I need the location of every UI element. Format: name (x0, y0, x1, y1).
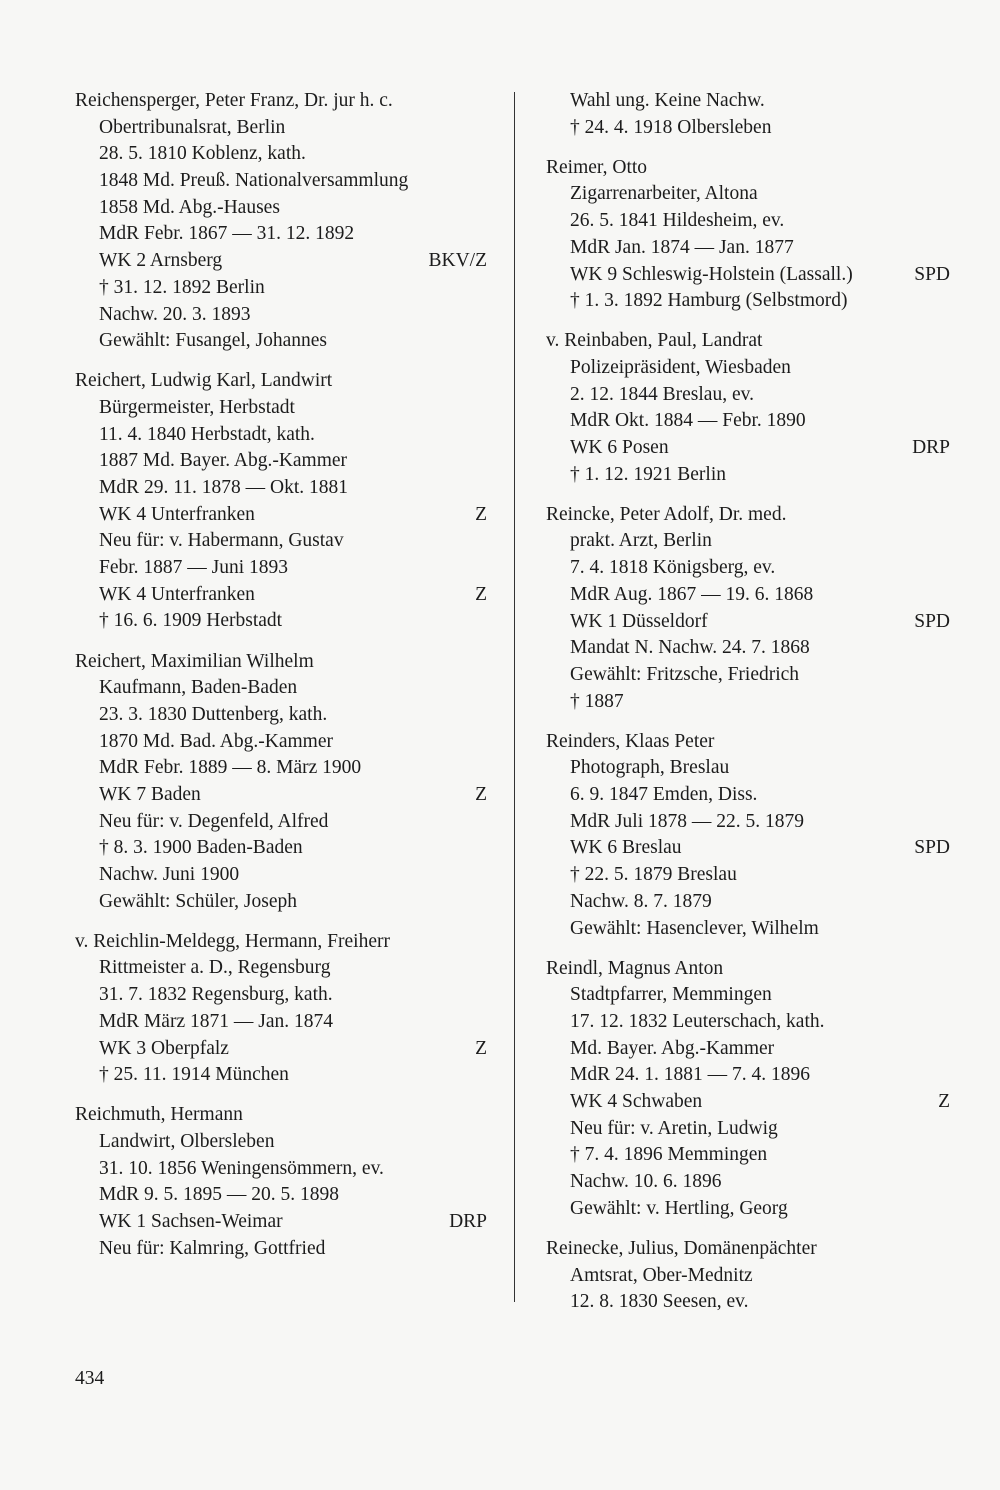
entry-line (546, 755, 950, 782)
entry-line (546, 88, 950, 115)
biography-entry (75, 368, 487, 635)
entry-text: Reindl, Magnus Anton (546, 957, 724, 979)
entry-line (546, 555, 950, 582)
entry-line (75, 168, 487, 195)
entry-text: † 7. 4. 1896 Memmingen (570, 1144, 768, 1166)
right-column (546, 88, 950, 1329)
entry-heading (546, 328, 950, 355)
entry-line (75, 782, 487, 809)
entry-text: 1858 Md. Abg.-Hauses (99, 196, 280, 218)
entry-line (546, 1062, 950, 1089)
entry-text: MdR Febr. 1889 — 8. März 1900 (99, 757, 362, 779)
entry-text: Zigarrenarbeiter, Altona (570, 183, 758, 205)
entry-line (546, 889, 950, 916)
entry-line (75, 702, 487, 729)
entry-line (75, 1182, 487, 1209)
party-label: Z (475, 783, 487, 805)
entry-line (75, 809, 487, 836)
party-label: SPD (914, 263, 950, 285)
left-column (75, 88, 487, 1276)
entry-line (75, 862, 487, 889)
entry-text: Wahl ung. Keine Nachw. (570, 90, 765, 111)
biography-entry (546, 502, 950, 716)
entry-line (546, 262, 950, 289)
entry-line (546, 408, 950, 435)
entry-text: Nachw. Juni 1900 (99, 864, 240, 886)
entry-text: Stadtpfarrer, Memmingen (570, 984, 772, 1006)
entry-line (75, 275, 487, 302)
entry-line (546, 1196, 950, 1223)
entry-text: 31. 10. 1856 Weningensömmern, ev. (99, 1157, 384, 1179)
entry-line (75, 395, 487, 422)
entry-line (75, 982, 487, 1009)
entry-line (75, 1156, 487, 1183)
biography-entry (546, 155, 950, 315)
entry-line (546, 1263, 950, 1290)
entry-line (75, 1009, 487, 1036)
entry-text: 7. 4. 1818 Königsberg, ev. (570, 557, 776, 579)
entry-line (546, 1169, 950, 1196)
entry-line (75, 422, 487, 449)
entry-line (546, 689, 950, 716)
party-label: DRP (449, 1211, 487, 1233)
entry-text: MdR Febr. 1867 — 31. 12. 1892 (99, 223, 355, 245)
entry-heading (546, 502, 950, 529)
entry-heading (75, 368, 487, 395)
entry-text: WK 3 Oberpfalz (99, 1037, 229, 1059)
entry-text: Bürgermeister, Herbstadt (99, 396, 295, 418)
entry-heading (546, 1236, 950, 1263)
entry-text: WK 4 Unterfranken (99, 583, 255, 605)
page-number: 434 (75, 1368, 105, 1389)
entry-text: MdR 24. 1. 1881 — 7. 4. 1896 (570, 1064, 810, 1086)
entry-text: Reinders, Klaas Peter (546, 730, 715, 752)
party-label: Z (475, 1037, 487, 1059)
biography-entry (75, 649, 487, 916)
entry-text: Neu für: v. Degenfeld, Alfred (99, 810, 329, 832)
party-label: DRP (912, 437, 950, 459)
entry-line (75, 729, 487, 756)
entry-line (75, 141, 487, 168)
entry-text: † 22. 5. 1879 Breslau (570, 864, 737, 886)
entry-line (75, 835, 487, 862)
entry-line (75, 755, 487, 782)
entry-text: † 1. 3. 1892 Hamburg (Selbstmord) (570, 290, 848, 312)
entry-text: Reimer, Otto (546, 156, 648, 178)
entry-heading (75, 649, 487, 676)
entry-text: 12. 8. 1830 Seesen, ev. (570, 1291, 749, 1313)
biography-entry (546, 956, 950, 1223)
entry-text: 6. 9. 1847 Emden, Diss. (570, 784, 758, 806)
entry-text: Gewählt: Fusangel, Johannes (99, 330, 328, 352)
entry-text: Neu für: v. Aretin, Ludwig (570, 1117, 778, 1139)
biography-entry (75, 929, 487, 1089)
entry-line (546, 181, 950, 208)
entry-text: WK 7 Baden (99, 783, 201, 805)
entry-text: † 31. 12. 1892 Berlin (99, 276, 265, 298)
entry-line (75, 1129, 487, 1156)
entry-line (75, 1036, 487, 1063)
party-label: Z (475, 503, 487, 525)
entry-text: 1887 Md. Bayer. Abg.-Kammer (99, 450, 348, 472)
entry-text: MdR Aug. 1867 — 19. 6. 1868 (570, 583, 814, 605)
entry-line (546, 1009, 950, 1036)
entry-text: Neu für: Kalmring, Gottfried (99, 1237, 326, 1259)
entry-line (75, 582, 487, 609)
entry-text: MdR Jan. 1874 — Jan. 1877 (570, 236, 794, 258)
biography-entry (75, 1102, 487, 1262)
entry-text: Photograph, Breslau (570, 757, 730, 779)
entry-text: † 16. 6. 1909 Herbstadt (99, 610, 283, 632)
entry-text: Rittmeister a. D., Regensburg (99, 957, 331, 979)
biography-entry (546, 729, 950, 943)
entry-line (546, 609, 950, 636)
entry-text: Md. Bayer. Abg.-Kammer (570, 1037, 775, 1059)
entry-heading (546, 956, 950, 983)
entry-text: † 1887 (570, 690, 624, 712)
entry-line (546, 115, 950, 142)
entry-text: Reichert, Ludwig Karl, Landwirt (75, 370, 333, 392)
entry-text: Landwirt, Olbersleben (99, 1131, 275, 1152)
biography-entry (546, 88, 950, 141)
entry-line (546, 528, 950, 555)
entry-line (546, 982, 950, 1009)
entry-line (546, 1089, 950, 1116)
entry-text: Reichert, Maximilian Wilhelm (75, 650, 314, 672)
party-label: SPD (914, 610, 950, 632)
column-divider (514, 92, 515, 1302)
biography-entry (546, 1236, 950, 1316)
entry-text: MdR März 1871 — Jan. 1874 (99, 1010, 333, 1032)
entry-text: 1870 Md. Bad. Abg.-Kammer (99, 730, 333, 752)
entry-line (546, 208, 950, 235)
entry-line (546, 835, 950, 862)
entry-text: 26. 5. 1841 Hildesheim, ev. (570, 210, 785, 232)
entry-line (546, 288, 950, 315)
entry-text: Febr. 1887 — Juni 1893 (99, 557, 289, 579)
entry-text: WK 1 Düsseldorf (570, 610, 708, 632)
entry-line (546, 916, 950, 943)
entry-text: † 8. 3. 1900 Baden-Baden (99, 837, 303, 859)
entry-line (75, 448, 487, 475)
entry-line (75, 889, 487, 916)
entry-line (546, 862, 950, 889)
entry-text: WK 9 Schleswig-Holstein (Lassall.) (570, 263, 853, 285)
entry-line (75, 248, 487, 275)
entry-line (75, 195, 487, 222)
entry-line (546, 1142, 950, 1169)
entry-text: Neu für: v. Habermann, Gustav (99, 530, 344, 552)
entry-line (546, 782, 950, 809)
entry-text: MdR 29. 11. 1878 — Okt. 1881 (99, 477, 348, 499)
entry-text: MdR 9. 5. 1895 — 20. 5. 1898 (99, 1184, 339, 1206)
entry-text: Reincke, Peter Adolf, Dr. med. (546, 503, 787, 525)
party-label: SPD (914, 837, 950, 859)
entry-text: Nachw. 20. 3. 1893 (99, 303, 251, 325)
entry-line (75, 1236, 487, 1263)
entry-line (75, 221, 487, 248)
entry-line (546, 235, 950, 262)
entry-line (546, 1116, 950, 1143)
entry-text: 1848 Md. Preuß. Nationalversammlung (99, 170, 409, 192)
entry-text: MdR Juli 1878 — 22. 5. 1879 (570, 810, 805, 832)
entry-text: Nachw. 10. 6. 1896 (570, 1171, 722, 1193)
entry-text: Obertribunalsrat, Berlin (99, 116, 286, 138)
entry-text: WK 4 Schwaben (570, 1091, 703, 1113)
entry-text: 17. 12. 1832 Leuterschach, kath. (570, 1010, 825, 1032)
party-label: BKV/Z (428, 250, 487, 272)
party-label: Z (475, 583, 487, 605)
entry-line (75, 502, 487, 529)
entry-text: WK 6 Breslau (570, 837, 682, 859)
entry-text: Mandat N. Nachw. 24. 7. 1868 (570, 637, 810, 659)
entry-text: Nachw. 8. 7. 1879 (570, 890, 712, 912)
entry-text: 11. 4. 1840 Herbstadt, kath. (99, 423, 315, 445)
entry-line (546, 355, 950, 382)
entry-heading (75, 1102, 487, 1129)
entry-text: Kaufmann, Baden-Baden (99, 677, 298, 699)
entry-text: 28. 5. 1810 Koblenz, kath. (99, 143, 306, 165)
entry-text: Amtsrat, Ober-Mednitz (570, 1264, 753, 1286)
entry-line (75, 675, 487, 702)
entry-text: Gewählt: Fritzsche, Friedrich (570, 663, 800, 685)
entry-text: † 24. 4. 1918 Olbersleben (570, 116, 772, 138)
entry-text: Gewählt: Schüler, Joseph (99, 890, 297, 912)
entry-text: v. Reinbaben, Paul, Landrat (546, 330, 763, 352)
biography-entry (75, 88, 487, 355)
entry-line (75, 302, 487, 329)
party-label: Z (938, 1091, 950, 1113)
entry-line (546, 809, 950, 836)
entry-text: 23. 3. 1830 Duttenberg, kath. (99, 703, 328, 725)
entry-text: Gewählt: Hasenclever, Wilhelm (570, 917, 819, 939)
entry-line (75, 955, 487, 982)
entry-text: Polizeipräsident, Wiesbaden (570, 356, 791, 378)
entry-line (546, 435, 950, 462)
entry-text: † 25. 11. 1914 München (99, 1064, 289, 1086)
entry-line (546, 582, 950, 609)
entry-text: Reichensperger, Peter Franz, Dr. jur h. c. (75, 90, 393, 111)
entry-heading (75, 88, 487, 115)
entry-line (546, 462, 950, 489)
entry-line (546, 662, 950, 689)
entry-text: WK 2 Arnsberg (99, 250, 223, 272)
entry-text: 31. 7. 1832 Regensburg, kath. (99, 984, 333, 1006)
entry-line (75, 115, 487, 142)
entry-line (75, 555, 487, 582)
entry-heading (546, 155, 950, 182)
entry-text: Gewählt: v. Hertling, Georg (570, 1197, 788, 1219)
entry-line (546, 382, 950, 409)
entry-text: † 1. 12. 1921 Berlin (570, 463, 726, 485)
entry-text: WK 1 Sachsen-Weimar (99, 1211, 283, 1233)
entry-text: 2. 12. 1844 Breslau, ev. (570, 383, 754, 405)
entry-line (75, 528, 487, 555)
biography-entry (546, 328, 950, 488)
entry-line (75, 475, 487, 502)
entry-line (546, 1036, 950, 1063)
entry-text: MdR Okt. 1884 — Febr. 1890 (570, 410, 806, 432)
entry-heading (546, 729, 950, 756)
entry-line (75, 1062, 487, 1089)
entry-text: WK 6 Posen (570, 437, 669, 459)
entry-heading (75, 929, 487, 956)
entry-text: WK 4 Unterfranken (99, 503, 255, 525)
entry-text: Reinecke, Julius, Domänenpächter (546, 1237, 817, 1259)
entry-line (75, 1209, 487, 1236)
entry-line (546, 635, 950, 662)
entry-line (546, 1289, 950, 1316)
entry-text: v. Reichlin-Meldegg, Hermann, Freiherr (75, 930, 390, 952)
entry-line (75, 328, 487, 355)
entry-text: prakt. Arzt, Berlin (570, 530, 712, 552)
entry-text: Reichmuth, Hermann (75, 1104, 243, 1126)
entry-line (75, 608, 487, 635)
